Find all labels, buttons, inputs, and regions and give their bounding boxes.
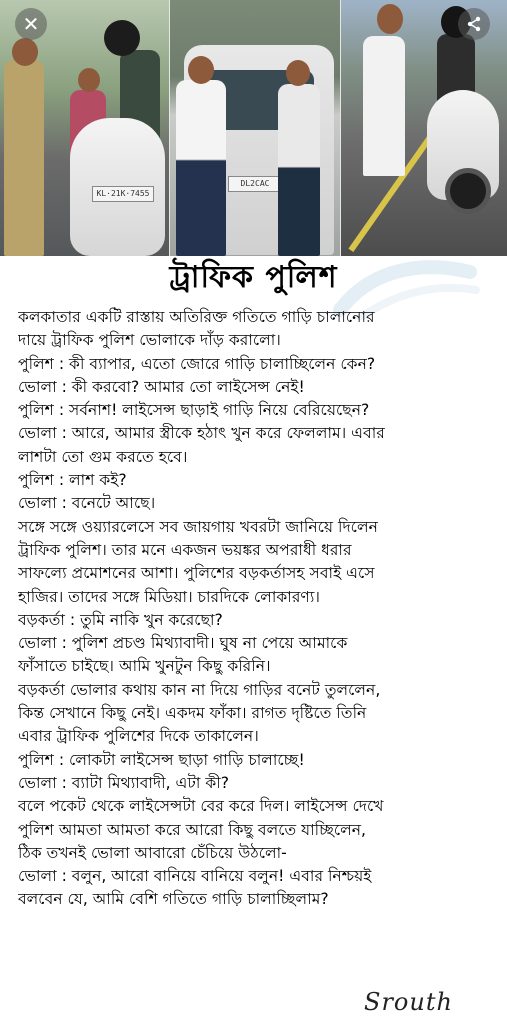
article bbox=[0, 256, 507, 1024]
author-signature: Srouth bbox=[364, 988, 453, 1016]
policeman-head bbox=[12, 38, 38, 66]
photo-collage[interactable] bbox=[0, 0, 507, 256]
article-line: পুলিশ : কী ব্যাপার, এতো জোরে গাড়ি চালাচ্ছিলেন কেন? bbox=[18, 354, 376, 373]
rider-helmet bbox=[104, 20, 140, 56]
article-line: বড়কর্তা ভোলার কথায় কান না দিয়ে গাড়ির বনেট তুললেন, bbox=[18, 680, 381, 699]
article-line: হাজির। তাদের সঙ্গে মিডিয়া। চারদিকে লোকারণ্য। bbox=[18, 587, 320, 606]
article-line: ভোলা : বনেটে আছে। bbox=[18, 494, 156, 513]
article-line: লাশটা তো গুম করতে হবে। bbox=[18, 447, 188, 466]
article-line: ভোলা : বলুন, আরো বানিয়ে বানিয়ে বলুন! এবার নিশ্চয়ই bbox=[18, 867, 372, 886]
officer-white-figure bbox=[363, 36, 405, 176]
policeman-figure bbox=[4, 60, 44, 256]
article-line: ফাঁসাতে চাইছে। আমি খুনটুন কিছু করিনি। bbox=[18, 657, 271, 676]
officer-head bbox=[188, 56, 214, 84]
article-line: পুলিশ : লোকটা লাইসেন্স ছাড়া গাড়ি চালাচ্ছে! bbox=[18, 750, 305, 769]
article-line: ঠিক তখনই ভোলা আবারো চেঁচিয়ে উঠলো- bbox=[18, 843, 287, 862]
article-line: পুলিশ : লাশ কই? bbox=[18, 471, 127, 490]
officer-figure bbox=[176, 80, 226, 256]
close-icon: ✕ bbox=[22, 12, 40, 36]
article-line: বলবেন যে, আমি বেশি গতিতে গাড়ি চালাচ্ছিলাম? bbox=[18, 890, 329, 909]
scooter-plate: KL·21K·7455 bbox=[92, 186, 154, 202]
article-line: পুলিশ : সর্বনাশ! লাইসেন্স ছাড়াই গাড়ি নিয়ে বেরিয়েছেন? bbox=[18, 401, 370, 420]
article-line: ভোলা : ব্যাটা মিথ্যাবাদী, এটা কী? bbox=[18, 773, 229, 792]
article-line: ট্রাফিক পুলিশ। তার মনে একজন ভয়ঙ্কর অপরাধী ধরার bbox=[18, 540, 352, 559]
motorist-head bbox=[286, 60, 310, 86]
share-icon bbox=[466, 16, 482, 32]
article-line: কলকাতার একটি রাস্তায় অতিরিক্ত গতিতে গাড়ি চালানোর bbox=[18, 308, 375, 326]
article-line: বড়কর্তা : তুমি নাকি খুন করেছো? bbox=[18, 610, 223, 629]
photo-officer-riders bbox=[341, 0, 507, 256]
article-line: সঙ্গে সঙ্গে ওয়্যারলেসে সব জায়গায় খবরটা জানিয়ে দিলেন bbox=[18, 517, 378, 536]
motorist-figure bbox=[278, 84, 320, 256]
share-button[interactable] bbox=[458, 8, 490, 40]
close-button[interactable] bbox=[15, 8, 47, 40]
article-line: সাফল্যে প্রমোশনের আশা। পুলিশের বড়কর্তাসহ সবাই এসে bbox=[18, 564, 375, 583]
photo-officer-car bbox=[169, 0, 341, 256]
article-line: কিন্ত সেখানে কিছু নেই। একদম ফাঁকা। রাগত দৃষ্টিতে তিনি bbox=[18, 704, 367, 723]
bystander-head bbox=[78, 68, 100, 92]
article-line: এবার ট্রাফিক পুলিশের দিকে তাকালেন। bbox=[18, 727, 259, 746]
article-body bbox=[18, 306, 502, 912]
article-title: ট্রাফিক পুলিশ bbox=[169, 260, 338, 295]
article-line: ভোলা : আরে, আমার স্ত্রীকে হঠাৎ খুন করে ফেললাম। এবার bbox=[18, 424, 385, 443]
article-line: পুলিশ আমতা আমতা করে আরো কিছু বলতে যাচ্ছিলেন, bbox=[18, 820, 367, 839]
officer-white-head bbox=[377, 4, 403, 34]
article-line: দায়ে ট্রাফিক পুলিশ ভোলাকে দাঁড় করালো। bbox=[18, 331, 281, 350]
article-line: ভোলা : পুলিশ প্রচণ্ড মিথ্যাবাদী। ঘুষ না পেয়ে আমাকে bbox=[18, 634, 348, 653]
article-line: ভোলা : কী করবো? আমার তো লাইসেন্স নেই! bbox=[18, 377, 305, 396]
scooter-wheel bbox=[445, 168, 491, 214]
car-plate: DL2CAC bbox=[228, 176, 282, 192]
article-line: বলে পকেট থেকে লাইসেন্সটা বের করে দিল। লাইসেন্স দেখে bbox=[18, 797, 384, 816]
